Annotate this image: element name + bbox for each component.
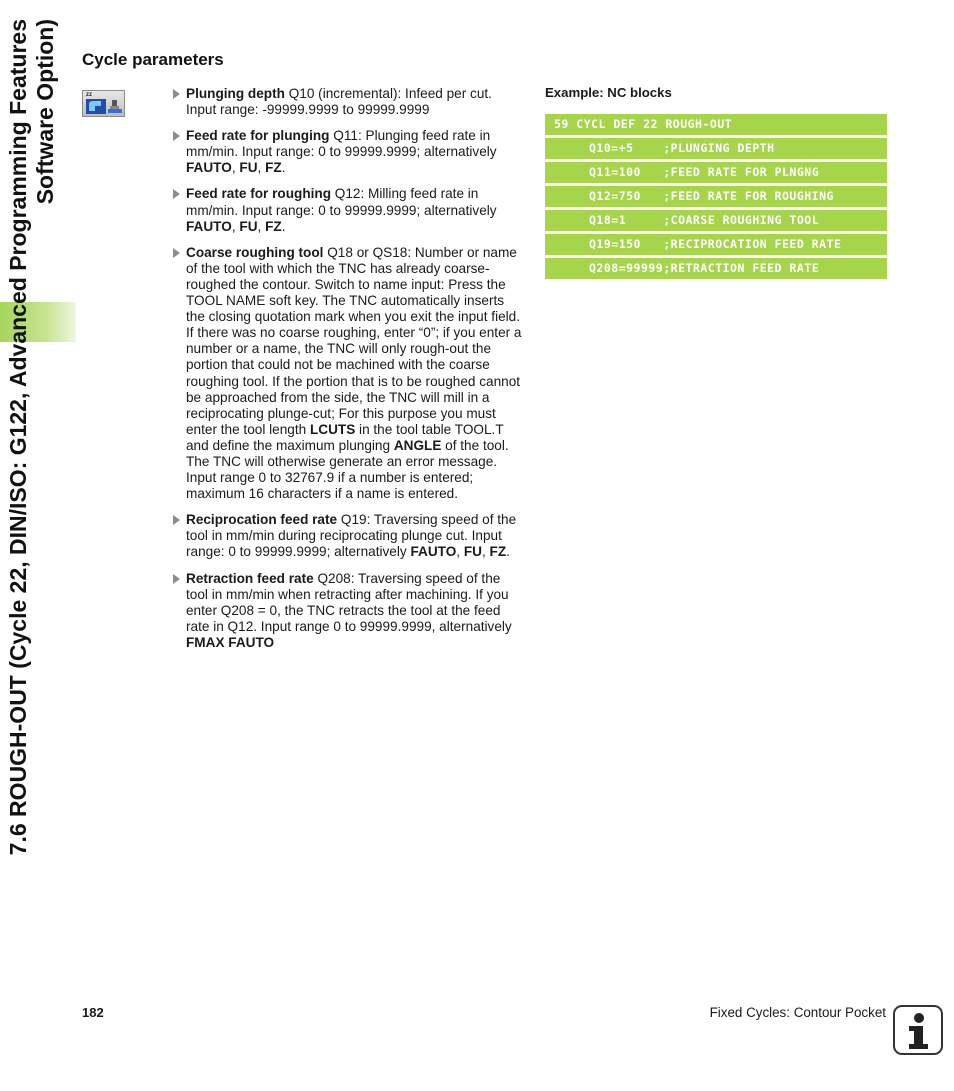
bullet-arrow-icon [173, 189, 180, 199]
param-retraction-feed [172, 571, 524, 651]
param-text: in the tool table TOOL.T and define the maximum plunging [186, 421, 504, 453]
softkey-label: zz [86, 92, 92, 98]
nc-block-list [545, 114, 887, 282]
param-keyword: FAUTO [186, 160, 232, 176]
chapter-side-title [0, 0, 80, 1000]
section-heading: Cycle parameters [82, 50, 224, 69]
param-name: Feed rate for plunging [186, 128, 330, 144]
param-keyword: FZ [265, 160, 282, 176]
param-keyword: FMAX FAUTO [186, 634, 275, 650]
param-keyword: FU [239, 160, 258, 176]
nc-line: Q12=750 ;FEED RATE FOR ROUGHING [545, 186, 887, 207]
chapter-title-rotated [0, 19, 72, 1019]
bullet-arrow-icon [173, 89, 180, 99]
parameter-list [172, 86, 524, 661]
param-keyword: FAUTO [410, 544, 457, 560]
param-text: Q208: Traversing speed of the tool in mm/min when retracting after machining. If you enter Q208 = 0, the TNC retracts the tool at the feed rate in Q12. Input range 0 to 99999.9999, alternatively [186, 570, 512, 634]
param-text: . [281, 218, 286, 234]
param-keyword: ANGLE [393, 437, 442, 453]
param-keyword: FU [463, 544, 482, 560]
param-text: of the tool. The TNC will otherwise generate an error message. Input range 0 to 32767.9 if a number is entered; maximum 16 characters if a name is entered. [186, 437, 509, 502]
chapter-title-line2: Software Option) [32, 19, 58, 205]
nc-line: Q18=1 ;COARSE ROUGHING TOOL [545, 210, 887, 231]
param-text: Q18 or QS18: Number or name of the tool with which the TNC has already coarse-roughed the contour. Switch to name input: Press the TOOL NAME soft key. The TNC automatically inserts the closing quotation mark when you exit the input field. If there was no coarse roughing, enter “0”; if you enter a number or a name, the TNC will only rough-out the portion that could not be machined with the coarse roughing tool. If the portion that is to be roughed cannot be approached from the side, the TNC will mill in a reciprocating plunge-cut; For this purpose you must enter the tool length [186, 244, 522, 437]
param-text: , [456, 544, 464, 560]
chapter-title-line1: 7.6 ROUGH-OUT (Cycle 22, DIN/ISO: G122, Advanced Programming Features [5, 19, 31, 856]
param-text: , [257, 160, 266, 176]
nc-line: 59 CYCL DEF 22 ROUGH-OUT [545, 114, 887, 135]
param-plunging-depth [172, 86, 524, 118]
example-label: Example: NC blocks [545, 85, 672, 100]
param-coarse-roughing-tool [172, 245, 524, 503]
nc-line: Q10=+5 ;PLUNGING DEPTH [545, 138, 887, 159]
param-name: Retraction feed rate [186, 570, 314, 586]
param-keyword: FU [239, 218, 258, 234]
bullet-arrow-icon [173, 131, 180, 141]
param-text: . [281, 160, 286, 176]
param-reciprocation-feed [172, 512, 524, 560]
param-text: . [506, 544, 510, 560]
param-keyword: LCUTS [309, 421, 356, 437]
rough-out-cycle-icon [86, 99, 123, 114]
param-text: Q11: Plunging feed rate in mm/min. Input range: 0 to 99999.9999; alternatively [186, 128, 497, 160]
bullet-arrow-icon [173, 574, 180, 584]
param-text: Q10 (incremental): Infeed per cut. Input range: -99999.9999 to 99999.9999 [186, 86, 492, 118]
param-keyword: FZ [265, 218, 282, 234]
param-text: , [231, 160, 240, 176]
nc-line: Q208=99999;RETRACTION FEED RATE [545, 258, 887, 279]
param-name: Coarse roughing tool [186, 244, 324, 260]
bullet-arrow-icon [173, 515, 180, 525]
param-text: , [231, 218, 240, 234]
param-feed-plunging [172, 128, 524, 176]
param-keyword: FZ [489, 544, 507, 560]
param-text: , [481, 544, 490, 560]
nc-line: Q19=150 ;RECIPROCATION FEED RATE [545, 234, 887, 255]
footer-title: Fixed Cycles: Contour Pocket [709, 1005, 886, 1020]
param-feed-roughing [172, 186, 524, 234]
param-name: Plunging depth [186, 86, 285, 101]
param-keyword: FAUTO [186, 218, 232, 234]
param-text: Q12: Milling feed rate in mm/min. Input range: 0 to 99999.9999; alternatively [186, 186, 497, 218]
param-name: Reciprocation feed rate [186, 512, 338, 528]
param-text: , [257, 218, 266, 234]
page-number: 182 [82, 1005, 104, 1020]
nc-line: Q11=100 ;FEED RATE FOR PLNGNG [545, 162, 887, 183]
param-text: Q19: Traversing speed of the tool in mm/min during reciprocating plunge cut. Input range: 0 to 99999.9999; alternatively [186, 512, 517, 560]
param-name: Feed rate for roughing [186, 186, 332, 202]
cycle-softkey [82, 90, 125, 117]
info-icon [893, 1005, 943, 1055]
bullet-arrow-icon [173, 248, 180, 258]
